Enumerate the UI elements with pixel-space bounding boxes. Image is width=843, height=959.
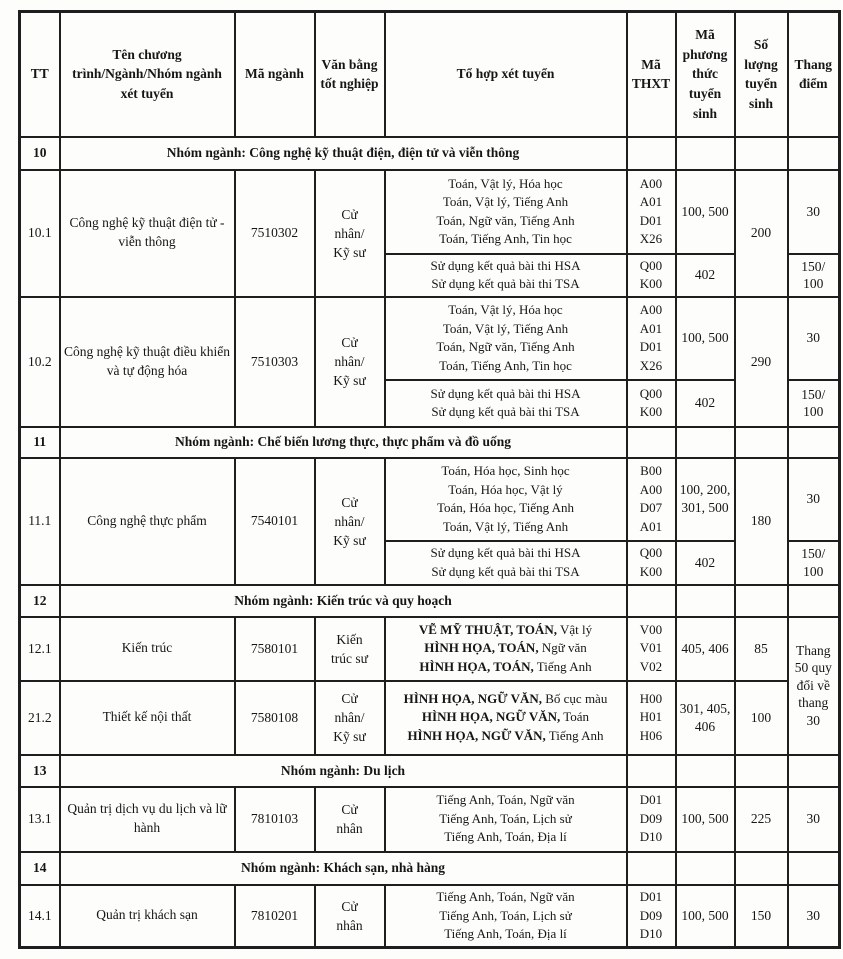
thxt-codes-cell: [627, 380, 676, 427]
thxt-code-line: A00: [639, 302, 663, 317]
thxt-codes-cell: [627, 458, 676, 541]
thxt-code-line: A01: [639, 518, 663, 534]
col-header-tt: TT: [20, 12, 60, 137]
col-header-thxt: Mã THXT: [627, 12, 676, 137]
thxt-code-line: A01: [639, 320, 663, 336]
group-row-13: [20, 755, 840, 787]
thxt-code-line: Q00: [639, 257, 663, 273]
method-code-cell: 100, 500: [676, 885, 735, 948]
thxt-code-line: K00: [639, 276, 663, 291]
degree-line: Kỹ sư: [333, 729, 366, 744]
combo-cell: [385, 380, 627, 427]
program-name-cell: Công nghệ kỹ thuật điện tử - viễn thông: [60, 170, 235, 297]
row-number-cell: 12.1: [20, 617, 60, 681]
program-row-11-1-a: [20, 458, 840, 541]
thxt-code-line: Q00: [639, 545, 663, 560]
col-header-scale: Thang điểm: [788, 12, 840, 137]
degree-cell: [315, 170, 385, 297]
empty-cell: [627, 137, 676, 170]
major-code-cell: 7510303: [235, 297, 315, 427]
degree-line: Cử: [341, 802, 358, 817]
group-number-cell: 10: [20, 137, 60, 170]
empty-cell: [627, 852, 676, 885]
combo-line: Toán, Hóa học, Sinh học: [441, 463, 570, 478]
degree-line: Cử: [341, 335, 358, 350]
empty-cell: [735, 852, 788, 885]
degree-cell: [315, 681, 385, 755]
thxt-code-line: D01: [639, 792, 663, 808]
empty-cell: [788, 852, 840, 885]
combo-line: Toán, Vật lý, Hóa học: [448, 302, 563, 317]
thxt-codes-cell: [627, 681, 676, 755]
program-row-21-2: [20, 681, 840, 755]
combo-line: Tiếng Anh, Toán, Địa lí: [444, 829, 567, 845]
scale-cell: 150/ 100: [788, 541, 840, 585]
group-row-11: [20, 427, 840, 458]
combo-cell: [385, 787, 627, 852]
program-name-cell: Kiến trúc: [60, 617, 235, 681]
method-code-cell: 100, 500: [676, 297, 735, 380]
scale-cell: 150/ 100: [788, 254, 840, 297]
thxt-code-line: K00: [639, 563, 663, 579]
empty-cell: [676, 585, 735, 617]
combo-cell: [385, 885, 627, 948]
admissions-table: [18, 10, 841, 949]
group-number-cell: 11: [20, 427, 60, 458]
combo-line: Toán, Hóa học, Tiếng Anh: [436, 500, 575, 515]
combo-line: Toán, Vật lý, Tiếng Anh: [442, 320, 569, 336]
combo-cell: [385, 170, 627, 254]
degree-line: Cử: [341, 494, 358, 510]
thxt-codes-cell: [627, 297, 676, 380]
quota-cell: 180: [735, 458, 788, 585]
empty-cell: [788, 137, 840, 170]
scale-cell: 30: [788, 170, 840, 254]
combo-line: HÌNH HỌA, TOÁN, Tiếng Anh: [419, 658, 592, 674]
combo-line: Toán, Vật lý, Hóa học: [448, 175, 563, 191]
row-number-cell: 21.2: [20, 681, 60, 755]
major-code-cell: 7580101: [235, 617, 315, 681]
program-name-cell: Công nghệ kỹ thuật điều khiển và tự động hóa: [60, 297, 235, 427]
col-header-quota: Số lượng tuyển sinh: [735, 12, 788, 137]
combo-line: Toán, Hóa học, Vật lý: [448, 481, 563, 497]
empty-cell: [735, 427, 788, 458]
row-number-cell: 14.1: [20, 885, 60, 948]
col-header-combo: Tổ hợp xét tuyển: [385, 12, 627, 137]
thxt-code-line: H01: [639, 709, 663, 725]
method-code-cell: 100, 500: [676, 170, 735, 254]
thxt-code-line: D09: [639, 907, 663, 923]
thxt-code-line: H06: [639, 727, 663, 743]
group-title-cell: Nhóm ngành: Công nghệ kỹ thuật điện, điện tử và viễn thông: [60, 137, 627, 170]
empty-cell: [676, 137, 735, 170]
thxt-code-line: D09: [639, 810, 663, 826]
empty-cell: [735, 585, 788, 617]
combo-cell: [385, 617, 627, 681]
program-row-10-1-a: [20, 170, 840, 254]
row-number-cell: 11.1: [20, 458, 60, 585]
method-code-cell: 301, 405, 406: [676, 681, 735, 755]
program-row-10-2-a: [20, 297, 840, 380]
degree-line: nhân: [336, 917, 363, 933]
scale-cell: 30: [788, 787, 840, 852]
group-number-cell: 14: [20, 852, 60, 885]
scale-cell: 30: [788, 885, 840, 948]
combo-line: HÌNH HỌA, NGỮ VĂN, Toán: [421, 709, 590, 725]
degree-line: nhân/: [334, 710, 365, 725]
thxt-codes-cell: [627, 787, 676, 852]
degree-cell: [315, 297, 385, 427]
thxt-code-line: B00: [640, 463, 662, 478]
combo-line: Toán, Vật lý, Tiếng Anh: [442, 518, 569, 534]
degree-line: Kỹ sư: [333, 373, 366, 388]
quota-cell: 290: [735, 297, 788, 427]
major-code-cell: 7810103: [235, 787, 315, 852]
degree-line: nhân/: [334, 225, 365, 241]
degree-cell: [315, 617, 385, 681]
empty-cell: [788, 427, 840, 458]
thxt-code-line: X26: [639, 357, 663, 373]
combo-line: Toán, Ngữ văn, Tiếng Anh: [436, 339, 575, 354]
thxt-codes-cell: [627, 885, 676, 948]
combo-line: HÌNH HỌA, NGỮ VĂN, Bố cục màu: [403, 690, 608, 706]
combo-line: HÌNH HỌA, TOÁN, Ngữ văn: [424, 640, 587, 656]
quota-cell: 100: [735, 681, 788, 755]
empty-cell: [788, 755, 840, 787]
row-number-cell: 10.1: [20, 170, 60, 297]
col-header-program: Tên chương trình/Ngành/Nhóm ngành xét tuyển: [60, 12, 235, 137]
program-row-14-1: [20, 885, 840, 948]
method-code-cell: 405, 406: [676, 617, 735, 681]
thxt-code-line: A00: [639, 481, 663, 497]
scale-cell: 150/ 100: [788, 380, 840, 427]
combo-line: Toán, Tiếng Anh, Tin học: [439, 231, 572, 246]
thxt-codes-cell: [627, 617, 676, 681]
method-code-cell: 402: [676, 541, 735, 585]
combo-line: Sử dụng kết quả bài thi HSA: [430, 385, 581, 401]
group-number-cell: 12: [20, 585, 60, 617]
major-code-cell: 7540101: [235, 458, 315, 585]
thxt-code-line: V01: [639, 640, 663, 656]
method-code-cell: 402: [676, 254, 735, 297]
row-number-cell: 13.1: [20, 787, 60, 852]
degree-cell: [315, 885, 385, 948]
combo-line: Sử dụng kết quả bài thi TSA: [431, 276, 580, 291]
empty-cell: [676, 427, 735, 458]
combo-line: Tiếng Anh, Toán, Địa lí: [444, 926, 567, 941]
thxt-code-line: D01: [639, 889, 663, 904]
degree-line: nhân/: [334, 513, 365, 529]
quota-cell: 85: [735, 617, 788, 681]
combo-cell: [385, 681, 627, 755]
quota-cell: 150: [735, 885, 788, 948]
empty-cell: [735, 755, 788, 787]
thxt-code-line: D01: [639, 212, 663, 228]
program-name-cell: Thiết kế nội thất: [60, 681, 235, 755]
degree-line: trúc sư: [331, 650, 368, 666]
program-row-12-1: [20, 617, 840, 681]
scale-cell: Thang 50 quy đổi về thang 30: [788, 617, 840, 755]
empty-cell: [735, 137, 788, 170]
thxt-code-line: K00: [639, 404, 663, 419]
degree-line: Cử: [341, 898, 358, 914]
program-row-13-1: [20, 787, 840, 852]
scale-cell: 30: [788, 297, 840, 380]
thxt-code-line: V02: [639, 658, 663, 674]
group-row-10: [20, 137, 840, 170]
thxt-codes-cell: [627, 254, 676, 297]
degree-line: Kiến: [336, 631, 363, 647]
group-title-cell: Nhóm ngành: Chế biến lương thực, thực phẩm và đồ uống: [60, 427, 627, 458]
degree-line: Kỹ sư: [333, 532, 366, 548]
major-code-cell: 7510302: [235, 170, 315, 297]
degree-line: Cử: [341, 691, 358, 706]
method-code-cell: 100, 500: [676, 787, 735, 852]
combo-line: Sử dụng kết quả bài thi TSA: [431, 404, 580, 419]
combo-line: Toán, Tiếng Anh, Tin học: [439, 357, 572, 373]
major-code-cell: 7580108: [235, 681, 315, 755]
combo-cell: [385, 458, 627, 541]
program-name-cell: Quản trị dịch vụ du lịch và lữ hành: [60, 787, 235, 852]
empty-cell: [676, 852, 735, 885]
empty-cell: [788, 585, 840, 617]
combo-line: VẼ MỸ THUẬT, TOÁN, Vật lý: [418, 621, 593, 637]
empty-cell: [627, 585, 676, 617]
combo-line: Sử dụng kết quả bài thi TSA: [431, 563, 580, 579]
col-header-major-code: Mã ngành: [235, 12, 315, 137]
degree-line: nhân/: [334, 354, 365, 369]
combo-line: Tiếng Anh, Toán, Ngữ văn: [436, 889, 575, 904]
program-name-cell: Công nghệ thực phẩm: [60, 458, 235, 585]
thxt-code-line: D01: [639, 339, 663, 354]
group-title-cell: Nhóm ngành: Khách sạn, nhà hàng: [60, 852, 627, 885]
degree-line: nhân: [336, 821, 363, 836]
combo-line: Tiếng Anh, Toán, Ngữ văn: [436, 792, 575, 808]
degree-line: Kỹ sư: [333, 244, 366, 260]
method-code-cell: 402: [676, 380, 735, 427]
combo-line: Tiếng Anh, Toán, Lịch sử: [439, 810, 572, 826]
thxt-code-line: X26: [639, 231, 663, 246]
quota-cell: 200: [735, 170, 788, 297]
thxt-codes-cell: [627, 541, 676, 585]
row-number-cell: 10.2: [20, 297, 60, 427]
combo-cell: [385, 254, 627, 297]
combo-line: Sử dụng kết quả bài thi HSA: [430, 545, 581, 560]
degree-cell: [315, 458, 385, 585]
header-row: [20, 12, 840, 137]
combo-line: HÌNH HỌA, NGỮ VĂN, Tiếng Anh: [407, 727, 604, 743]
combo-cell: [385, 297, 627, 380]
col-header-method: Mã phương thức tuyển sinh: [676, 12, 735, 137]
thxt-code-line: V00: [639, 621, 663, 637]
thxt-code-line: A00: [639, 175, 663, 191]
col-header-degree: Văn bằng tốt nghiệp: [315, 12, 385, 137]
combo-cell: [385, 541, 627, 585]
empty-cell: [627, 755, 676, 787]
quota-cell: 225: [735, 787, 788, 852]
degree-line: Cử: [341, 206, 358, 222]
combo-line: Toán, Ngữ văn, Tiếng Anh: [436, 212, 575, 228]
thxt-code-line: Q00: [639, 385, 663, 401]
group-title-cell: Nhóm ngành: Du lịch: [60, 755, 627, 787]
thxt-code-line: A01: [639, 194, 663, 209]
thxt-code-line: D10: [639, 829, 663, 845]
scale-cell: 30: [788, 458, 840, 541]
method-code-cell: 100, 200, 301, 500: [676, 458, 735, 541]
combo-line: Sử dụng kết quả bài thi HSA: [430, 257, 581, 273]
major-code-cell: 7810201: [235, 885, 315, 948]
combo-line: Toán, Vật lý, Tiếng Anh: [442, 194, 569, 209]
combo-line: Tiếng Anh, Toán, Lịch sử: [439, 907, 572, 923]
program-name-cell: Quản trị khách sạn: [60, 885, 235, 948]
degree-cell: [315, 787, 385, 852]
group-row-12: [20, 585, 840, 617]
thxt-code-line: H00: [639, 690, 663, 706]
group-title-cell: Nhóm ngành: Kiến trúc và quy hoạch: [60, 585, 627, 617]
empty-cell: [627, 427, 676, 458]
empty-cell: [676, 755, 735, 787]
thxt-code-line: D10: [639, 926, 663, 941]
group-number-cell: 13: [20, 755, 60, 787]
thxt-code-line: D07: [639, 500, 663, 515]
thxt-codes-cell: [627, 170, 676, 254]
group-row-14: [20, 852, 840, 885]
